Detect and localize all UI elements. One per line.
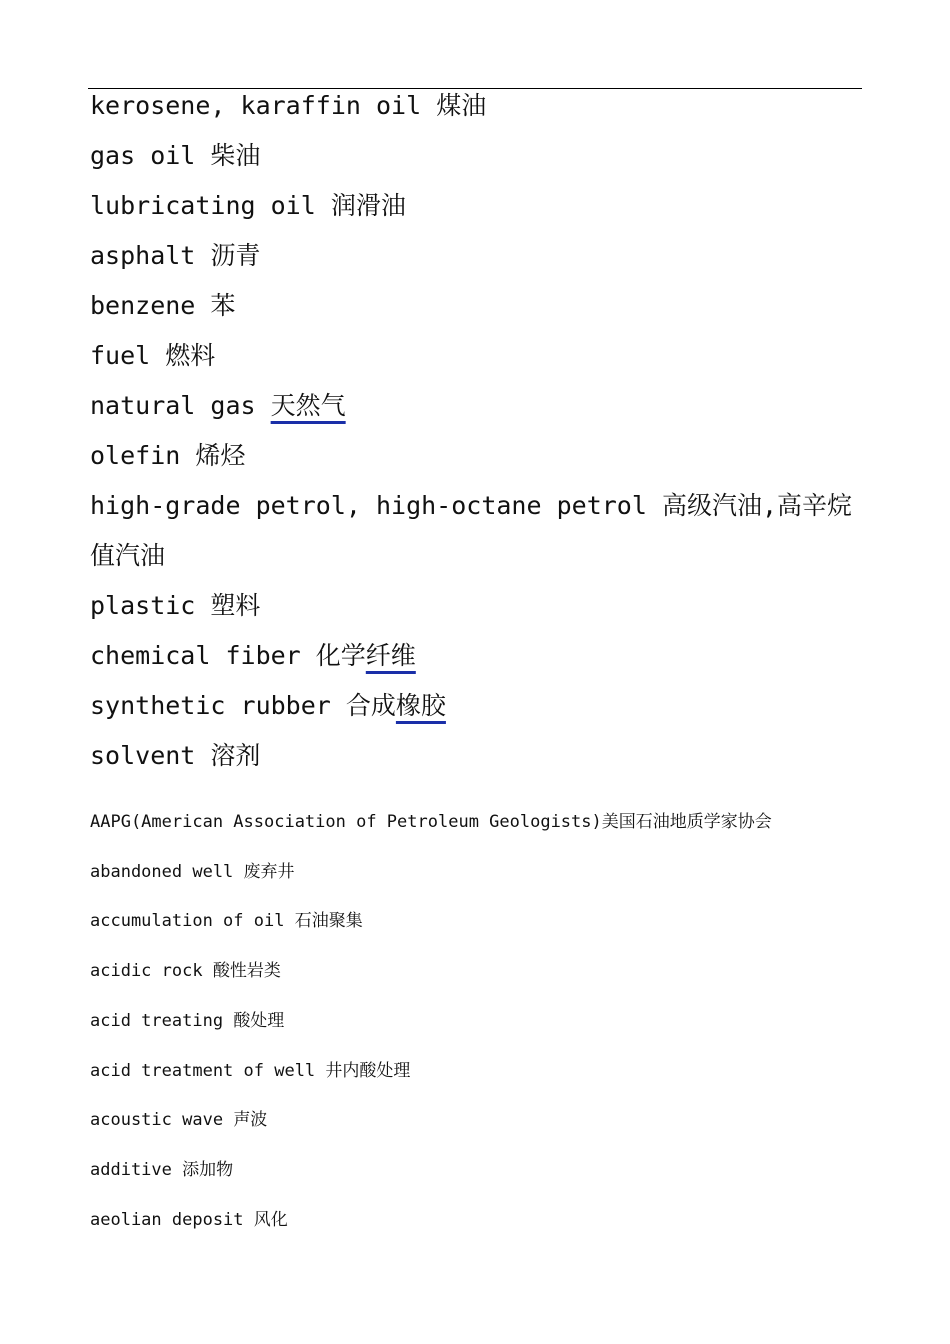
- term-en: kerosene, karaffin oil: [90, 91, 422, 120]
- glossary-entry: [90, 481, 860, 531]
- term-en: chemical fiber: [90, 641, 301, 670]
- term-zh: 塑料: [210, 591, 261, 620]
- glossary-entry: [90, 631, 860, 681]
- term-zh: 风化: [253, 1210, 288, 1230]
- glossary-entry-small: [90, 810, 860, 834]
- glossary-entry: [90, 581, 860, 631]
- term-zh: 石油聚集: [294, 911, 363, 931]
- term-zh: 柴油: [210, 141, 261, 170]
- glossary-entry: [90, 81, 860, 131]
- term-en: solvent: [90, 741, 196, 770]
- term-en: gas oil: [90, 141, 196, 170]
- term-zh: 值汽油: [90, 541, 166, 570]
- term-en: benzene: [90, 291, 196, 320]
- glossary-entry-small: [90, 1208, 860, 1232]
- glossary-entry-continuation: [90, 531, 860, 581]
- term-zh: 合成: [345, 691, 396, 720]
- glossary-entry: [90, 181, 860, 231]
- term-zh: 润滑油: [330, 191, 406, 220]
- term-en: acidic rock: [90, 961, 203, 981]
- term-en: plastic: [90, 591, 196, 620]
- term-en: AAPG(American Association of Petroleum Geologists): [90, 812, 602, 832]
- glossary-entry-small: [90, 959, 860, 983]
- glossary-entry: [90, 281, 860, 331]
- term-zh: 烯烃: [195, 441, 246, 470]
- glossary-entry-small: [90, 1108, 860, 1132]
- glossary-entry: [90, 681, 860, 731]
- glossary-entry-small: [90, 909, 860, 933]
- term-zh: 废弃井: [243, 862, 295, 882]
- term-en: synthetic rubber: [90, 691, 331, 720]
- term-zh: 溶剂: [210, 741, 261, 770]
- term-en: natural gas: [90, 391, 256, 420]
- term-en: acoustic wave: [90, 1110, 224, 1130]
- glossary-entry-small: [90, 1158, 860, 1182]
- term-zh: 化学: [315, 641, 366, 670]
- term-zh-underlined: 天然气: [270, 391, 346, 420]
- glossary-entry: [90, 331, 860, 381]
- glossary-entry: [90, 381, 860, 431]
- term-en: abandoned well: [90, 862, 234, 882]
- term-zh-underlined: 纤维: [365, 641, 416, 670]
- term-en: olefin: [90, 441, 181, 470]
- term-en: high-grade petrol, high-octane petrol: [90, 491, 647, 520]
- term-zh: 苯: [210, 291, 236, 320]
- term-zh: 美国石油地质学家协会: [601, 812, 772, 832]
- term-en: acid treatment of well: [90, 1061, 316, 1081]
- term-zh: 声波: [233, 1110, 268, 1130]
- term-zh: 高级汽油,高辛烷: [661, 491, 853, 520]
- term-en: lubricating oil: [90, 191, 316, 220]
- term-zh: 煤油: [436, 91, 487, 120]
- glossary-entry: [90, 131, 860, 181]
- term-en: acid treating: [90, 1011, 224, 1031]
- term-zh-underlined: 橡胶: [395, 691, 446, 720]
- glossary-entry: [90, 231, 860, 281]
- term-en: fuel: [90, 341, 151, 370]
- glossary-entry-small: [90, 1009, 860, 1033]
- glossary-entry-small: [90, 1059, 860, 1083]
- glossary-entry: [90, 731, 860, 781]
- term-zh: 添加物: [182, 1160, 234, 1180]
- term-en: additive: [90, 1160, 172, 1180]
- term-zh: 酸处理: [233, 1011, 285, 1031]
- glossary-entry-small: [90, 860, 860, 884]
- term-zh: 井内酸处理: [325, 1061, 411, 1081]
- glossary-entry: [90, 431, 860, 481]
- term-zh: 燃料: [165, 341, 216, 370]
- term-zh: 酸性岩类: [212, 961, 281, 981]
- term-en: aeolian deposit: [90, 1210, 244, 1230]
- term-en: asphalt: [90, 241, 196, 270]
- term-en: accumulation of oil: [90, 911, 285, 931]
- term-zh: 沥青: [210, 241, 261, 270]
